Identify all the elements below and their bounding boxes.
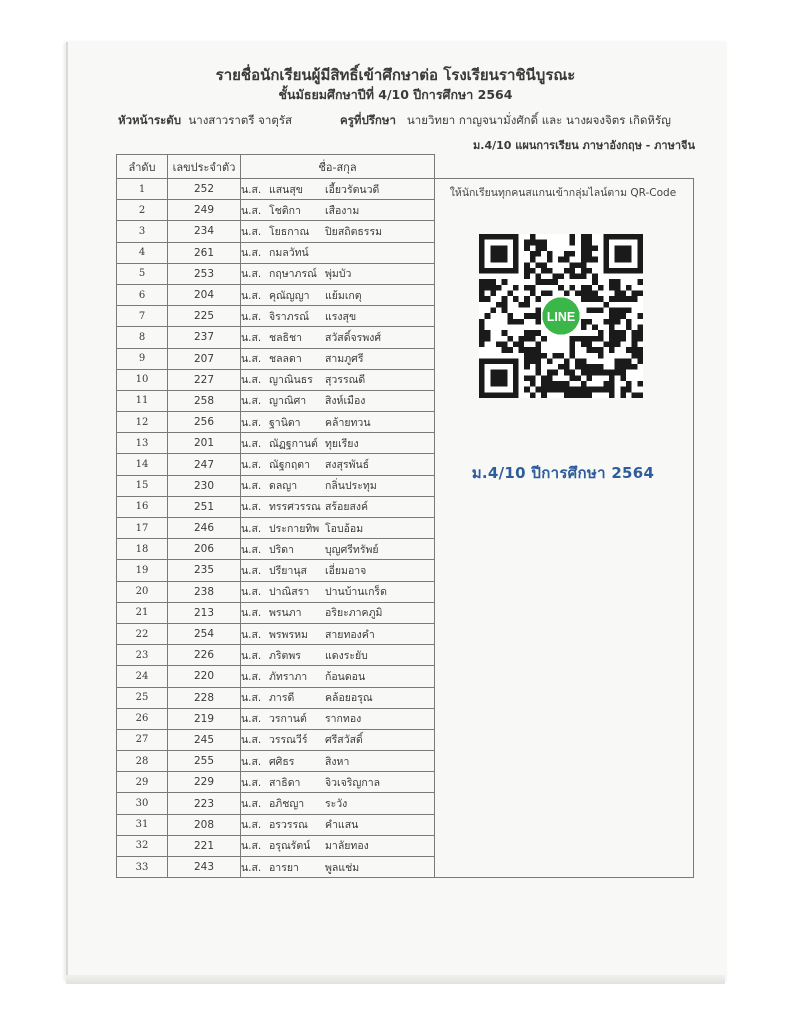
student-id: 206 xyxy=(168,539,241,560)
name-prefix: น.ส. xyxy=(241,225,262,238)
student-id: 238 xyxy=(168,581,241,602)
name-prefix: น.ส. xyxy=(241,268,262,281)
name-prefix: น.ส. xyxy=(241,798,262,811)
last-name: สงสุรพันธ์ xyxy=(325,459,370,472)
line-logo-text: LINE xyxy=(546,310,576,325)
last-name: สิงหา xyxy=(325,755,350,768)
last-name: อริยะภาคภูมิ xyxy=(325,607,383,620)
row-number: 14 xyxy=(117,454,168,475)
student-name xyxy=(241,327,435,348)
row-number: 11 xyxy=(117,390,168,411)
first-name: อรวรรณ xyxy=(269,819,308,832)
student-id: 235 xyxy=(168,560,241,581)
head-of-level-label: หัวหน้าระดับ xyxy=(118,113,182,127)
student-name xyxy=(241,412,435,433)
student-id: 228 xyxy=(168,687,241,708)
last-name: เอี้ยวรัตนวดี xyxy=(325,183,380,196)
student-id: 229 xyxy=(168,772,241,793)
row-number: 30 xyxy=(117,793,168,814)
qr-caption: ม.4/10 ปีการศึกษา 2564 xyxy=(471,464,655,482)
student-id: 213 xyxy=(168,602,241,623)
student-id: 230 xyxy=(168,475,241,496)
name-prefix: น.ส. xyxy=(241,713,262,726)
last-name: จิวเจริญกาล xyxy=(325,776,381,789)
last-name: คล้ายทวน xyxy=(325,416,371,429)
student-name xyxy=(241,793,435,814)
student-id: 207 xyxy=(168,348,241,369)
student-name xyxy=(241,242,435,263)
row-number: 23 xyxy=(117,645,168,666)
student-name xyxy=(241,348,435,369)
last-name: พูลแช่ม xyxy=(325,861,360,874)
paper-edge xyxy=(66,975,725,984)
first-name: ชลลดา xyxy=(269,353,302,366)
row-number: 5 xyxy=(117,263,168,284)
row-number: 24 xyxy=(117,666,168,687)
student-name xyxy=(241,475,435,496)
last-name: แดงระยับ xyxy=(325,649,368,662)
student-name xyxy=(241,751,435,772)
student-name xyxy=(241,390,435,411)
first-name: อรุณรัตน์ xyxy=(269,840,311,853)
name-prefix: น.ส. xyxy=(241,776,262,789)
name-prefix: น.ส. xyxy=(241,692,262,705)
name-prefix: น.ส. xyxy=(241,819,262,832)
first-name: ปาณิสรา xyxy=(269,586,310,599)
student-id: 245 xyxy=(168,729,241,750)
name-prefix: น.ส. xyxy=(241,543,262,556)
col-header-id: เลขประจำตัว xyxy=(168,155,241,179)
last-name: ศรีสวัสดิ์ xyxy=(325,734,363,747)
student-name xyxy=(241,518,435,539)
name-prefix: น.ส. xyxy=(241,586,262,599)
name-prefix: น.ส. xyxy=(241,480,262,493)
student-id: 251 xyxy=(168,496,241,517)
table-header-row xyxy=(117,155,694,179)
student-name xyxy=(241,369,435,390)
row-number: 26 xyxy=(117,708,168,729)
first-name: วรกานต์ xyxy=(269,713,307,726)
col-header-no: ลำดับ xyxy=(117,155,168,179)
student-name xyxy=(241,772,435,793)
name-prefix: น.ส. xyxy=(241,861,262,874)
last-name: พุ่มบัว xyxy=(325,268,352,281)
last-name: คำแสน xyxy=(325,819,359,832)
last-name: สร้อยสงค์ xyxy=(325,501,369,514)
row-number: 10 xyxy=(117,369,168,390)
name-prefix: น.ส. xyxy=(241,628,262,641)
col-header-name: ชื่อ-สกุล xyxy=(241,155,435,179)
student-name xyxy=(241,200,435,221)
last-name: โอบอ้อม xyxy=(325,522,364,535)
student-name xyxy=(241,581,435,602)
last-name: เสืองาม xyxy=(325,204,360,217)
row-number: 13 xyxy=(117,433,168,454)
first-name: ภารดี xyxy=(269,692,295,705)
row-number: 12 xyxy=(117,412,168,433)
name-prefix: น.ส. xyxy=(241,840,262,853)
first-name: จิราภรณ์ xyxy=(269,310,309,323)
row-number: 25 xyxy=(117,687,168,708)
row-number: 3 xyxy=(117,221,168,242)
last-name: กลิ่นประทุม xyxy=(325,480,377,493)
first-name: ภัทราภา xyxy=(269,670,308,683)
student-id: 256 xyxy=(168,412,241,433)
student-name xyxy=(241,814,435,835)
row-number: 33 xyxy=(117,857,168,878)
student-name xyxy=(241,602,435,623)
program-line: ม.4/10 แผนการเรียน ภาษาอังกฤษ - ภาษาจีน xyxy=(473,139,695,152)
row-number: 31 xyxy=(117,814,168,835)
row-number: 20 xyxy=(117,581,168,602)
student-id: 247 xyxy=(168,454,241,475)
first-name: คุณัญญา xyxy=(269,289,310,302)
first-name: โชติกา xyxy=(269,204,301,217)
student-name xyxy=(241,306,435,327)
row-number: 27 xyxy=(117,729,168,750)
student-name xyxy=(241,179,435,200)
row-number: 22 xyxy=(117,623,168,644)
student-id: 258 xyxy=(168,390,241,411)
name-prefix: น.ส. xyxy=(241,437,262,450)
student-name xyxy=(241,284,435,305)
last-name: มาลัยทอง xyxy=(325,840,369,853)
name-prefix: น.ส. xyxy=(241,670,262,683)
student-id: 246 xyxy=(168,518,241,539)
head-of-level xyxy=(118,112,292,130)
last-name: บุญศรีทรัพย์ xyxy=(325,543,379,556)
row-number: 32 xyxy=(117,835,168,856)
first-name: ศศิธร xyxy=(269,755,295,768)
name-prefix: น.ส. xyxy=(241,289,262,302)
last-name: ทุยเรียง xyxy=(325,437,359,450)
student-name xyxy=(241,687,435,708)
student-id: 249 xyxy=(168,200,241,221)
name-prefix: น.ส. xyxy=(241,564,262,577)
student-id: 219 xyxy=(168,708,241,729)
first-name: ชลธิชา xyxy=(269,331,302,344)
name-prefix: น.ส. xyxy=(241,607,262,620)
student-name xyxy=(241,539,435,560)
student-name xyxy=(241,560,435,581)
row-number: 7 xyxy=(117,306,168,327)
row-number: 9 xyxy=(117,348,168,369)
student-name xyxy=(241,708,435,729)
first-name: กฤษาภรณ์ xyxy=(269,268,317,281)
student-name xyxy=(241,454,435,475)
last-name: ปานบ้านเกร็ด xyxy=(325,586,387,599)
advisor-names: นายวิทยา กาญจนามั่งศักดิ์ และ นางผจงจิตร เกิดหิรัญ xyxy=(406,113,671,127)
name-prefix: น.ส. xyxy=(241,204,262,217)
row-number: 16 xyxy=(117,496,168,517)
student-id: 237 xyxy=(168,327,241,348)
col-header-blank xyxy=(435,155,694,179)
first-name: วรรณวีร์ xyxy=(269,734,308,747)
student-name xyxy=(241,666,435,687)
name-prefix: น.ส. xyxy=(241,416,262,429)
row-number: 15 xyxy=(117,475,168,496)
first-name: ฐานิดา xyxy=(269,416,301,429)
first-name: พรนภา xyxy=(269,607,302,620)
student-name xyxy=(241,496,435,517)
name-prefix: น.ส. xyxy=(241,734,262,747)
row-number: 2 xyxy=(117,200,168,221)
first-name: ญาณินธร xyxy=(269,374,313,387)
student-id: 227 xyxy=(168,369,241,390)
first-name: อารยา xyxy=(269,861,299,874)
first-name: ประกายทิพ xyxy=(269,522,320,535)
name-prefix: น.ส. xyxy=(241,522,262,535)
last-name: ปิยสถิตธรรม xyxy=(325,225,383,238)
student-id: 226 xyxy=(168,645,241,666)
last-name: คล้อยอรุณ xyxy=(325,692,373,705)
student-name xyxy=(241,857,435,878)
student-id: 261 xyxy=(168,242,241,263)
last-name: แย้มเกตุ xyxy=(325,289,362,302)
name-prefix: น.ส. xyxy=(241,331,262,344)
first-name: โยธกาณ xyxy=(269,225,310,238)
student-name xyxy=(241,645,435,666)
name-prefix: น.ส. xyxy=(241,353,262,366)
student-id: 221 xyxy=(168,835,241,856)
first-name: ณัฏฐกานต์ xyxy=(269,437,318,450)
qr-panel xyxy=(434,178,692,898)
advisor-label: ครูที่ปรึกษา xyxy=(340,113,396,127)
first-name: แสนสุข xyxy=(269,183,303,196)
student-name xyxy=(241,623,435,644)
name-prefix: น.ส. xyxy=(241,310,262,323)
row-number: 28 xyxy=(117,751,168,772)
student-name xyxy=(241,263,435,284)
student-id: 255 xyxy=(168,751,241,772)
qr-instruction: ให้นักเรียนทุกคนสแกนเข้ากลุ่มไลน์ตาม QR-Code xyxy=(449,187,677,199)
document-title: รายชื่อนักเรียนผู้มีสิทธิ์เข้าศึกษาต่อ โรงเรียนราชินีบูรณะ xyxy=(215,66,576,84)
last-name: สุวรรณดี xyxy=(325,374,366,387)
first-name: อภิชญา xyxy=(269,798,305,811)
row-number: 1 xyxy=(117,179,168,200)
row-number: 8 xyxy=(117,327,168,348)
student-id: 252 xyxy=(168,179,241,200)
row-number: 4 xyxy=(117,242,168,263)
student-id: 254 xyxy=(168,623,241,644)
first-name: ณัฐกฤตา xyxy=(269,459,310,472)
first-name: พรพรหม xyxy=(269,628,308,641)
first-name: กมลวัทน์ xyxy=(269,247,309,260)
row-number: 21 xyxy=(117,602,168,623)
last-name: ระวัง xyxy=(325,798,348,811)
name-prefix: น.ส. xyxy=(241,395,262,408)
student-id: 225 xyxy=(168,306,241,327)
row-number: 17 xyxy=(117,518,168,539)
student-name xyxy=(241,835,435,856)
row-number: 19 xyxy=(117,560,168,581)
first-name: สาธิดา xyxy=(269,776,301,789)
student-id: 223 xyxy=(168,793,241,814)
last-name: ก้อนดอน xyxy=(325,670,366,683)
head-of-level-name: นางสาวราตรี จาตุรัส xyxy=(188,113,293,127)
name-prefix: น.ส. xyxy=(241,501,262,514)
student-name xyxy=(241,221,435,242)
student-id: 220 xyxy=(168,666,241,687)
name-prefix: น.ส. xyxy=(241,755,262,768)
last-name: สวัสดิ์จรพงศ์ xyxy=(325,331,382,344)
row-number: 29 xyxy=(117,772,168,793)
student-id: 201 xyxy=(168,433,241,454)
student-id: 234 xyxy=(168,221,241,242)
name-prefix: น.ส. xyxy=(241,459,262,472)
first-name: ดลญา xyxy=(269,480,298,493)
last-name: สิงห์เมือง xyxy=(325,395,366,408)
name-prefix: น.ส. xyxy=(241,374,262,387)
student-name xyxy=(241,433,435,454)
line-qr-code-icon[interactable] xyxy=(479,234,643,398)
first-name: ปริดา xyxy=(269,543,295,556)
name-prefix: น.ส. xyxy=(241,649,262,662)
row-number: 18 xyxy=(117,539,168,560)
first-name: ภริตพร xyxy=(269,649,301,662)
student-id: 253 xyxy=(168,263,241,284)
student-id: 204 xyxy=(168,284,241,305)
last-name: เอี่ยมอาจ xyxy=(325,564,367,577)
first-name: ญาณิศา xyxy=(269,395,307,408)
first-name: ทรรศวรรณ xyxy=(269,501,321,514)
student-name xyxy=(241,729,435,750)
last-name: รากทอง xyxy=(325,713,362,726)
student-id: 243 xyxy=(168,857,241,878)
advisors xyxy=(340,112,671,130)
row-number: 6 xyxy=(117,284,168,305)
first-name: ปรียานุส xyxy=(269,564,307,577)
student-id: 208 xyxy=(168,814,241,835)
last-name: แรงสุข xyxy=(325,310,357,323)
name-prefix: น.ส. xyxy=(241,247,262,260)
name-prefix: น.ส. xyxy=(241,183,262,196)
last-name: สามภูศรี xyxy=(325,353,364,366)
document-subtitle: ชั้นมัธยมศึกษาปีที่ 4/10 ปีการศึกษา 2564 xyxy=(278,87,513,102)
last-name: สายทองคำ xyxy=(325,628,375,641)
